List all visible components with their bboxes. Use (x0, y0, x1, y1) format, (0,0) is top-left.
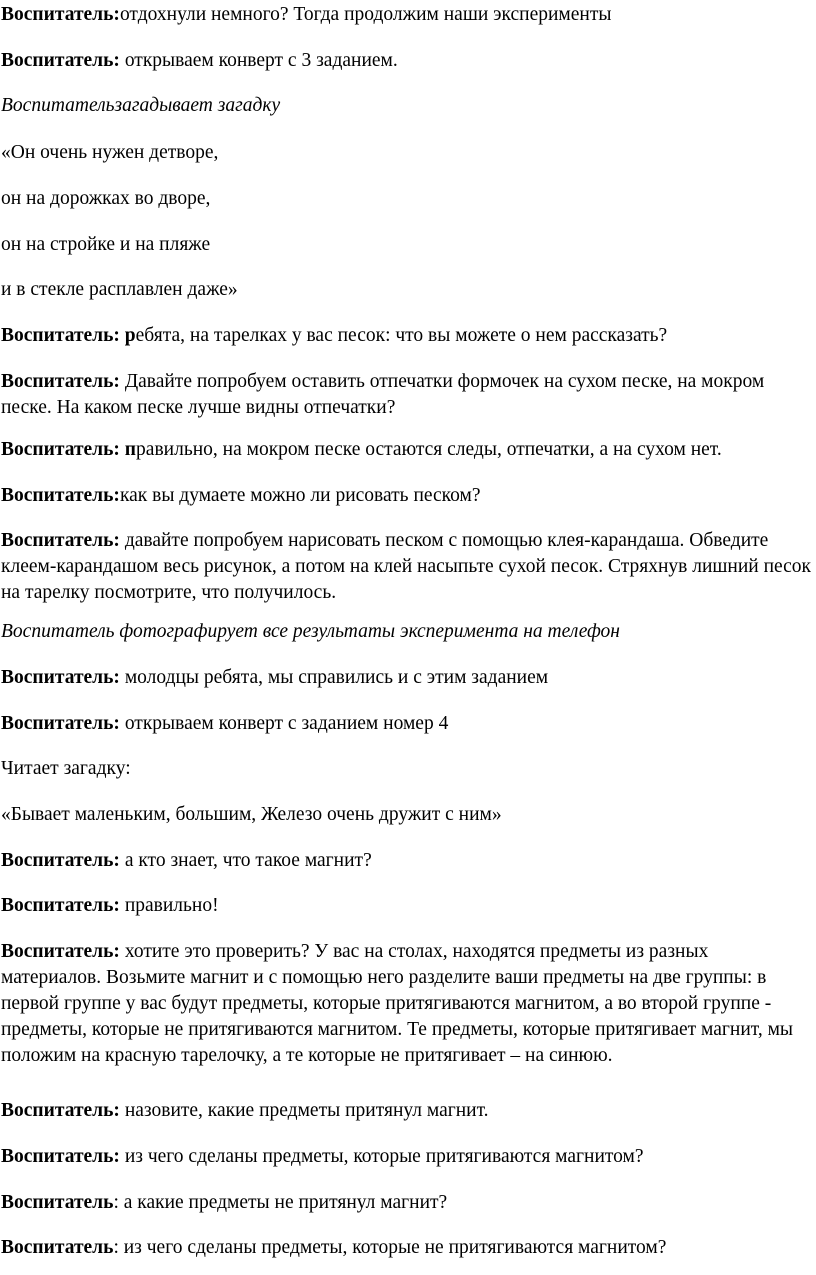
paragraph-12 (1, 528, 813, 606)
paragraph-text: открываем конверт с 3 заданием. (119, 50, 398, 71)
paragraph-11 (1, 483, 813, 509)
speaker-label: Воспитатель: (1, 667, 120, 688)
paragraph-3-italic: Воспитательзагадывает загадку (1, 95, 281, 116)
paragraph-14 (1, 665, 813, 691)
speaker-label: Воспитатель: п (1, 439, 137, 460)
paragraph-text: : из чего сделаны предметы, которые не притягиваются магнитом? (113, 1237, 667, 1258)
paragraph-8 (1, 323, 813, 349)
speaker-label: Воспитатель: (1, 530, 120, 551)
paragraph-19 (1, 893, 813, 919)
paragraph-text: правильно! (119, 895, 219, 916)
paragraph-text: открываем конверт с заданием номер 4 (119, 713, 449, 734)
paragraph-1 (1, 2, 813, 28)
speaker-label: Воспитатель: (1, 1146, 120, 1167)
paragraph-15 (1, 711, 813, 737)
paragraph-text: Давайте попробуем оставить отпечатки формочек на сухом песке, на мокром песке. На каком песке лучше видны отпечатки? (1, 371, 765, 418)
speaker-label: Воспитатель: (1, 941, 120, 962)
paragraph-text: давайте попробуем нарисовать песком с помощью клея-карандаша. Обведите клеем-карандашом весь рисунок, а потом на клей насыпьте сухой песок. Стряхнув лишний песок на тарелку посмотрите, что получилось. (1, 530, 812, 603)
speaker-label: Воспитатель: (1, 850, 120, 871)
paragraph-22 (1, 1144, 813, 1170)
paragraph-text: ебята, на тарелках у вас песок: что вы можете о нем рассказать? (135, 325, 668, 346)
speaker-label: Воспитатель: (1, 50, 120, 71)
paragraph-text: а кто знает, что такое магнит? (119, 850, 372, 871)
paragraph-text: хотите это проверить? У вас на столах, находятся предметы из разных материалов. Возьмите магнит и с помощью него разделите ваши предметы на две группы: в первой группе у вас будут предметы, которые притягиваются магнитом, а во второй группе - предметы, которые не притягиваются магнитом. Те предметы, которые притягивает магнит, мы положим на красную тарелочку, а те которые не притягивает – на синюю. (1, 941, 794, 1066)
paragraph-24 (1, 1235, 813, 1261)
paragraph-18 (1, 848, 813, 874)
paragraph-text: из чего сделаны предметы, которые притягиваются магнитом? (119, 1146, 644, 1167)
speaker-label: Воспитатель (1, 1192, 114, 1213)
paragraph-text: отдохнули немного? Тогда продолжим наши эксперименты (119, 4, 612, 25)
paragraph-17: «Бывает маленьким, большим, Железо очень дружит с ним» (1, 804, 502, 825)
paragraph-2 (1, 48, 813, 74)
paragraph-16: Читает загадку: (1, 758, 131, 779)
speaker-label: Воспитатель: (1, 485, 120, 506)
paragraph-text: молодцы ребята, мы справились и с этим заданием (119, 667, 549, 688)
paragraph-text: назовите, какие предметы притянул магнит. (119, 1100, 489, 1121)
speaker-label: Воспитатель: (1, 713, 120, 734)
paragraph-23 (1, 1190, 813, 1216)
speaker-label: Воспитатель (1, 1237, 114, 1258)
paragraph-9 (1, 369, 813, 421)
paragraph-20 (1, 939, 813, 1069)
speaker-label: Воспитатель: (1, 4, 120, 25)
paragraph-text: равильно, на мокром песке остаются следы, отпечатки, а на сухом нет. (136, 439, 722, 460)
paragraph-10 (1, 437, 813, 463)
riddle-line-4: и в стекле расплавлен даже» (1, 279, 238, 300)
speaker-label: Воспитатель: (1, 1100, 120, 1121)
paragraph-21 (1, 1098, 813, 1124)
riddle-line-3: он на стройке и на пляже (1, 234, 211, 255)
speaker-label: Воспитатель: (1, 895, 120, 916)
speaker-label: Воспитатель: р (1, 325, 136, 346)
paragraph-13-italic: Воспитатель фотографирует все результаты эксперимента на телефон (1, 621, 620, 642)
riddle-line-1: «Он очень нужен детворе, (1, 142, 219, 163)
speaker-label: Воспитатель: (1, 371, 120, 392)
paragraph-text: : а какие предметы не притянул магнит? (113, 1192, 448, 1213)
riddle-line-2: он на дорожках во дворе, (1, 188, 211, 209)
paragraph-text: как вы думаете можно ли рисовать песком? (119, 485, 481, 506)
